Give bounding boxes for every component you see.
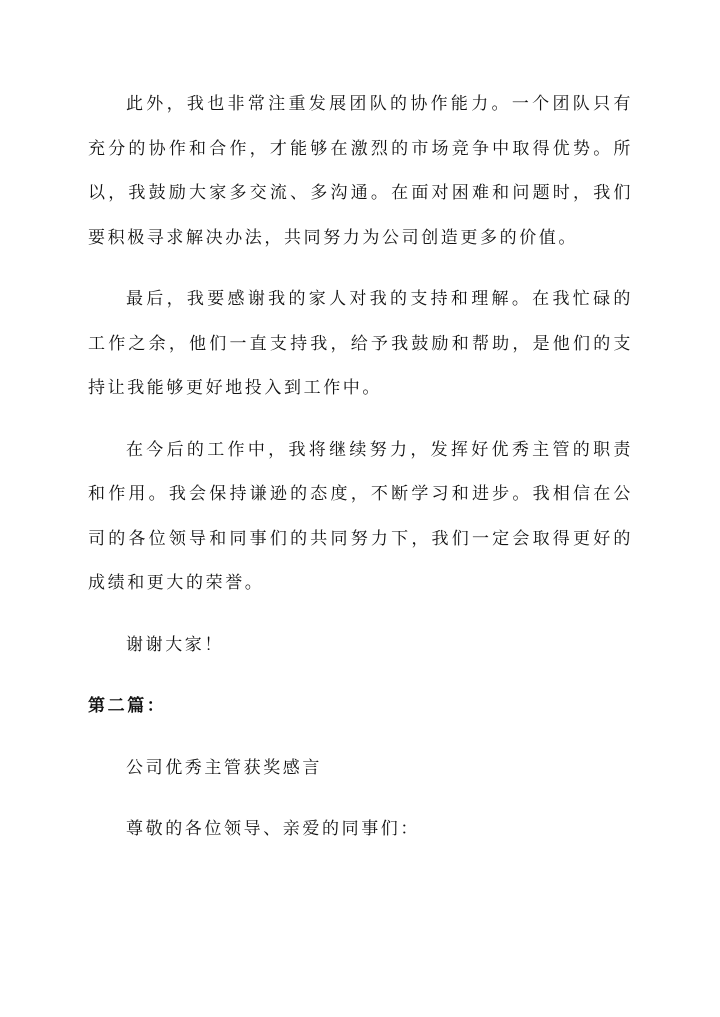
section-heading: 第二篇： [88,696,167,716]
paragraph-thank-you: 谢谢大家！ [126,634,224,655]
document-body [88,82,633,852]
paragraph-teamwork: 此外，我也非常注重发展团队的协作能力。一个团队只有充分的协作和合作，才能够在激烈的市场竞争中取得优势。所以，我鼓励大家多交流、多沟通。在面对困难和问题时，我们要积极寻求解决办法，共同努力为公司创造更多的价值。 [88,94,633,248]
speech-title: 公司优秀主管获奖感言 [126,757,322,778]
speech-salutation: 尊敬的各位领导、亲爱的同事们： [126,819,420,839]
paragraph-family-thanks: 最后，我要感谢我的家人对我的支持和理解。在我忙碌的工作之余，他们一直支持我，给予我鼓励和帮助，是他们的支持让我能够更好地投入到工作中。 [88,289,633,398]
paragraph-future-work: 在今后的工作中，我将继续努力，发挥好优秀主管的职责和作用。我会保持谦逊的态度，不断学习和进步。我相信在公司的各位领导和同事们的共同努力下，我们一定会取得更好的成绩和更大的荣誉。 [88,439,633,593]
